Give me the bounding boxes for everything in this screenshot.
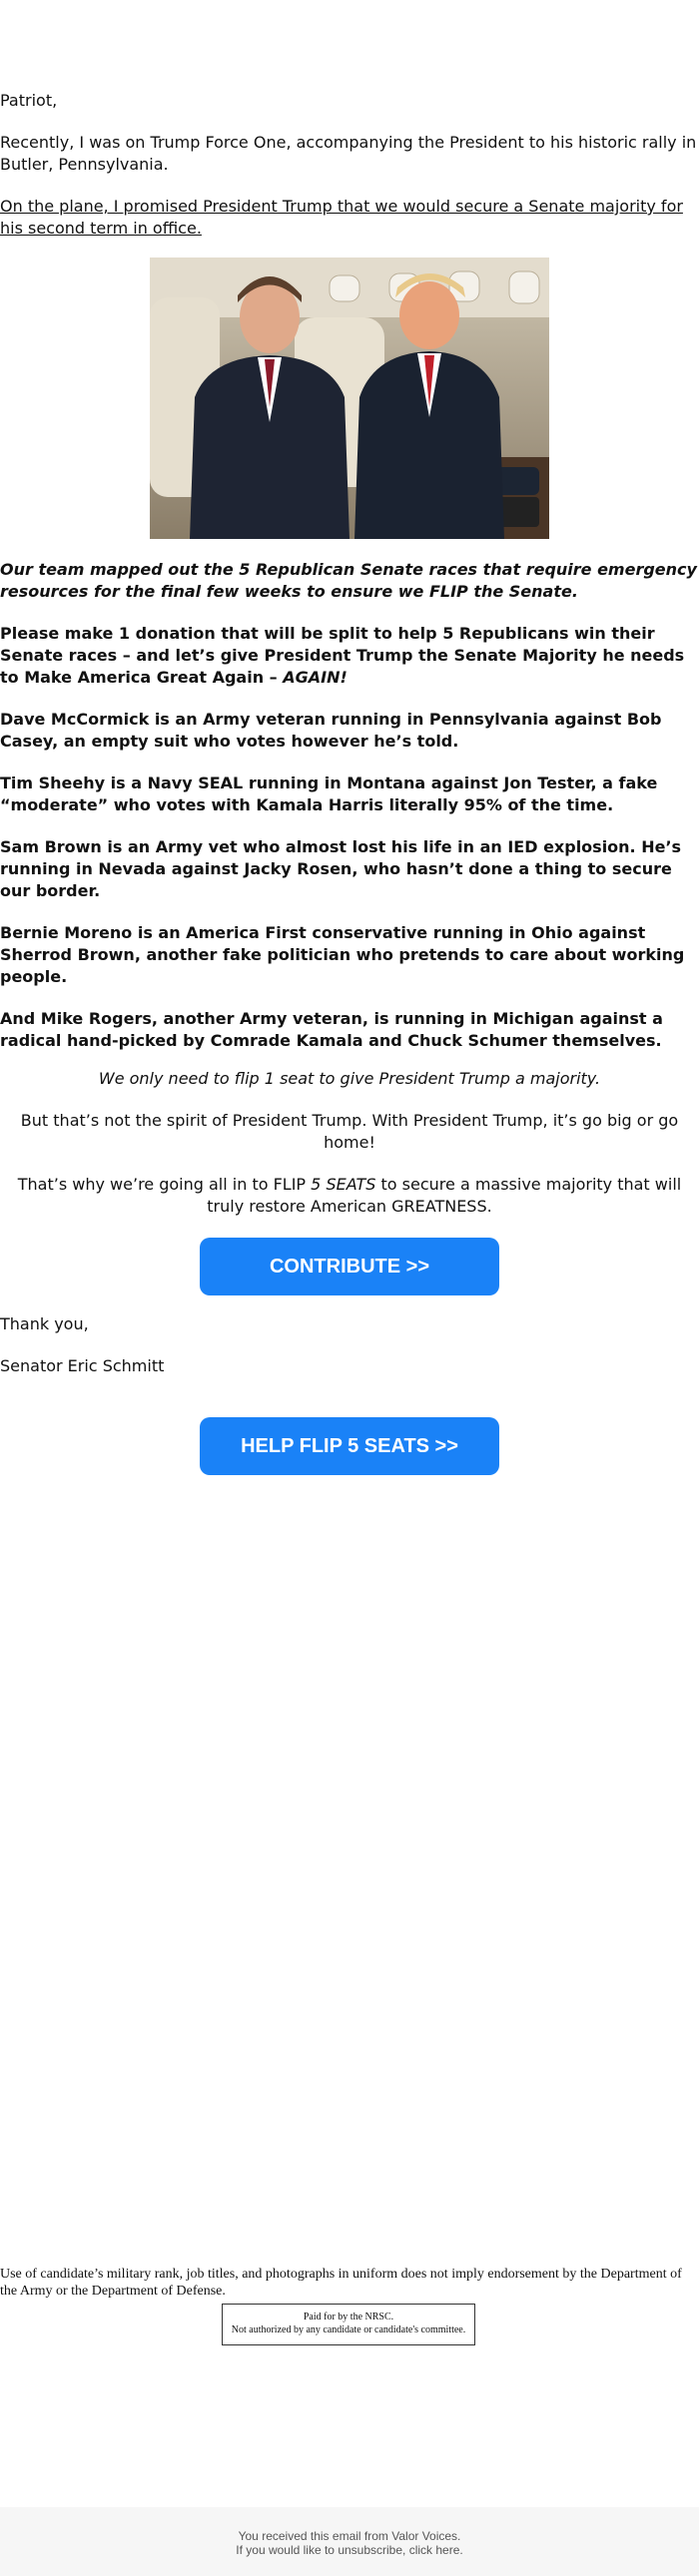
flip-one-seat-line: We only need to flip 1 seat to give President Trump a majority.	[98, 1069, 601, 1088]
all-in-after: to secure a massive majority that will truly restore American GREATNESS.	[207, 1175, 682, 1216]
intro-paragraph: Recently, I was on Trump Force One, accompanying the President to his historic rally in Butler, Pennsylvania.	[0, 133, 697, 174]
donation-request-paragraph	[0, 623, 699, 689]
email-footer	[0, 2507, 699, 2576]
all-in-before: That’s why we’re going all in to FLIP	[17, 1175, 307, 1194]
candidate-moreno: Bernie Moreno is an America First conservative running in Ohio against Sherrod Brown, another fake politician who pretends to care about working people.	[0, 923, 685, 986]
plane-photo	[150, 258, 549, 539]
unsubscribe-link[interactable]: If you would like to unsubscribe, click here.	[236, 2543, 463, 2557]
military-disclaimer: Use of candidate’s military rank, job titles, and photographs in uniform does not imply endorsement by the Department of the Army or the Department of Defense.	[0, 2267, 682, 2299]
plane-photo-illustration	[150, 258, 549, 539]
paid-for-text: Paid for by the NRSC.	[303, 2312, 394, 2322]
not-authorized-text: Not authorized by any candidate or candidate's committee.	[231, 2324, 466, 2335]
mapped-races-paragraph: Our team mapped out the 5 Republican Senate races that require emergency resources for the final few weeks to ensure we FLIP the Senate.	[0, 560, 697, 601]
spirit-line: But that’s not the spirit of President Trump. With President Trump, it’s go big or go home!	[20, 1111, 679, 1152]
candidate-mccormick: Dave McCormick is an Army veteran running in Pennsylvania against Bob Casey, an empty suit who votes however he’s told.	[0, 710, 662, 751]
all-in-line	[0, 1174, 699, 1218]
candidate-brown: Sam Brown is an Army vet who almost lost his life in an IED explosion. He’s running in Nevada against Jacky Rosen, who hasn’t done a thing to secure our border.	[0, 837, 682, 900]
candidate-rogers: And Mike Rogers, another Army veteran, is running in Michigan against a radical hand-picked by Comrade Kamala and Chuck Schumer themselves.	[0, 1009, 663, 1050]
contribute-button[interactable]: CONTRIBUTE >>	[200, 1238, 499, 1295]
email-body	[0, 90, 699, 1475]
signature: Senator Eric Schmitt	[0, 1356, 165, 1375]
thank-you: Thank you,	[0, 1314, 89, 1333]
donation-request-again: AGAIN!	[283, 668, 348, 687]
help-flip-button[interactable]: HELP FLIP 5 SEATS >>	[200, 1417, 499, 1475]
all-in-seats: 5 SEATS	[311, 1175, 376, 1194]
promise-link[interactable]: On the plane, I promised President Trump that we would secure a Senate majority for his second term in office.	[0, 197, 683, 238]
paid-for-box	[222, 2304, 475, 2345]
greeting: Patriot,	[0, 91, 58, 110]
received-from-text: You received this email from Valor Voices.	[238, 2529, 461, 2543]
candidate-sheehy: Tim Sheehy is a Navy SEAL running in Montana against Jon Tester, a fake “moderate” who votes with Kamala Harris literally 95% of the time.	[0, 773, 658, 814]
donation-request-main: Please make 1 donation that will be split to help 5 Republicans win their Senate races – and let’s give President Trump the Senate Majority he needs to Make America Great Again –	[0, 624, 685, 687]
